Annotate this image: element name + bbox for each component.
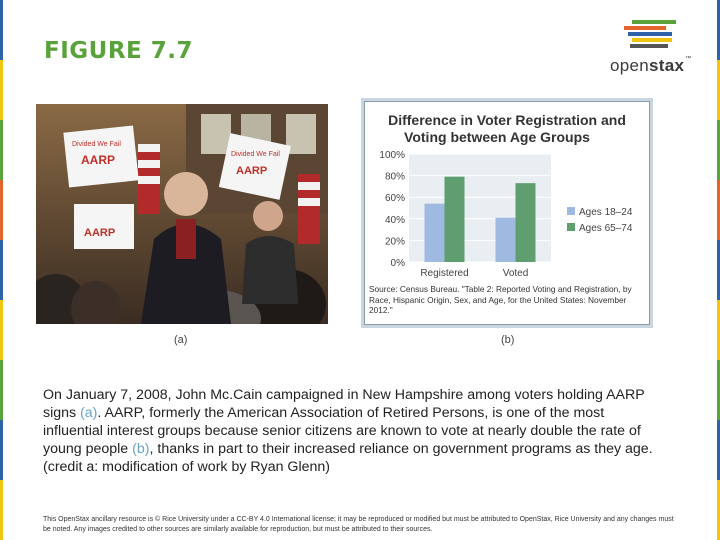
chart-bar [496, 218, 516, 262]
openstax-logo [610, 18, 700, 78]
panel-b-label: (b) [501, 334, 515, 346]
accent-bar-segment [0, 60, 3, 120]
legend-swatch [567, 223, 575, 231]
svg-text:AARP: AARP [81, 153, 116, 167]
svg-text:AARP: AARP [84, 227, 116, 239]
caption-text-2: . AARP, formerly the American Association of Retired Persons, is one of the most influential interest groups because senior citizens are known to vote at nearly double the rate of young people [43, 405, 641, 457]
campaign-rally-illustration [36, 104, 328, 324]
aarp-sign-1 [63, 125, 138, 187]
chart-bar [445, 177, 465, 262]
svg-text:Divided We Fail: Divided We Fail [72, 141, 121, 148]
x-category-label: Registered [420, 268, 469, 279]
legend-swatch [567, 207, 575, 215]
caption-text-3: , thanks in part to their increased reliance on government programs as they age. (credit a: modification of work by Ryan Glenn) [43, 441, 653, 475]
caption-ref-b[interactable]: (b) [132, 441, 150, 457]
accent-bar-segment [0, 300, 3, 360]
chart-bar [425, 204, 445, 262]
left-accent-bar [0, 0, 3, 540]
accent-bar-segment [0, 240, 3, 300]
y-tick-label: 100% [379, 150, 405, 161]
chart-title-line-2: Voting between Age Groups [404, 129, 590, 145]
openstax-wordmark: openstax™ [610, 56, 692, 75]
chart-source-note: Source: Census Bureau. "Table 2: Reported Voting and Registration, by Race, Hispanic Origin, Sex, and Age, for the United States: November 2012." [369, 284, 632, 315]
x-category-label: Voted [502, 268, 529, 279]
panel-a-label: (a) [174, 334, 188, 346]
y-tick-label: 80% [384, 171, 405, 183]
accent-bar-segment [0, 120, 3, 180]
chart-bar [516, 183, 536, 262]
figure-caption [43, 386, 663, 476]
accent-bar-segment [0, 420, 3, 480]
caption-text-1: On January 7, 2008, John Mc.Cain campaigned in New Hampshire among voters holding AARP signs [43, 387, 645, 421]
voter-chart-card [364, 101, 650, 325]
chart-title-line-1: Difference in Voter Registration and [388, 112, 626, 128]
openstax-books-logo-icon [610, 18, 700, 54]
campaign-rally-photo [36, 104, 328, 324]
svg-text:Divided We Fail: Divided We Fail [231, 151, 280, 158]
accent-bar-segment [0, 360, 3, 420]
y-tick-label: 20% [384, 236, 405, 248]
accent-bar-segment [0, 0, 3, 60]
accent-bar-segment [0, 180, 3, 240]
aarp-sign-3 [74, 204, 134, 249]
voter-registration-chart [365, 102, 649, 324]
legend-label: Ages 18–24 [579, 207, 633, 218]
y-tick-label: 60% [384, 193, 405, 205]
caption-ref-a[interactable]: (a) [80, 405, 98, 421]
accent-bar-segment [0, 480, 3, 540]
y-tick-label: 0% [390, 258, 405, 269]
license-footer: This OpenStax ancillary resource is © Rice University under a CC-BY 4.0 International license; it may be reproduced or modified but must be attributed to OpenStax, Rice University and any changes must be noted. Any images credited to other sources are similarly available for reproduction, but must be attributed to their sources. [43, 516, 674, 533]
y-tick-label: 40% [384, 214, 405, 226]
chart-source-wrapper [369, 284, 645, 324]
slide-title: FIGURE 7.7 [44, 38, 193, 64]
legend-label: Ages 65–74 [579, 223, 633, 234]
svg-text:AARP: AARP [236, 165, 268, 177]
